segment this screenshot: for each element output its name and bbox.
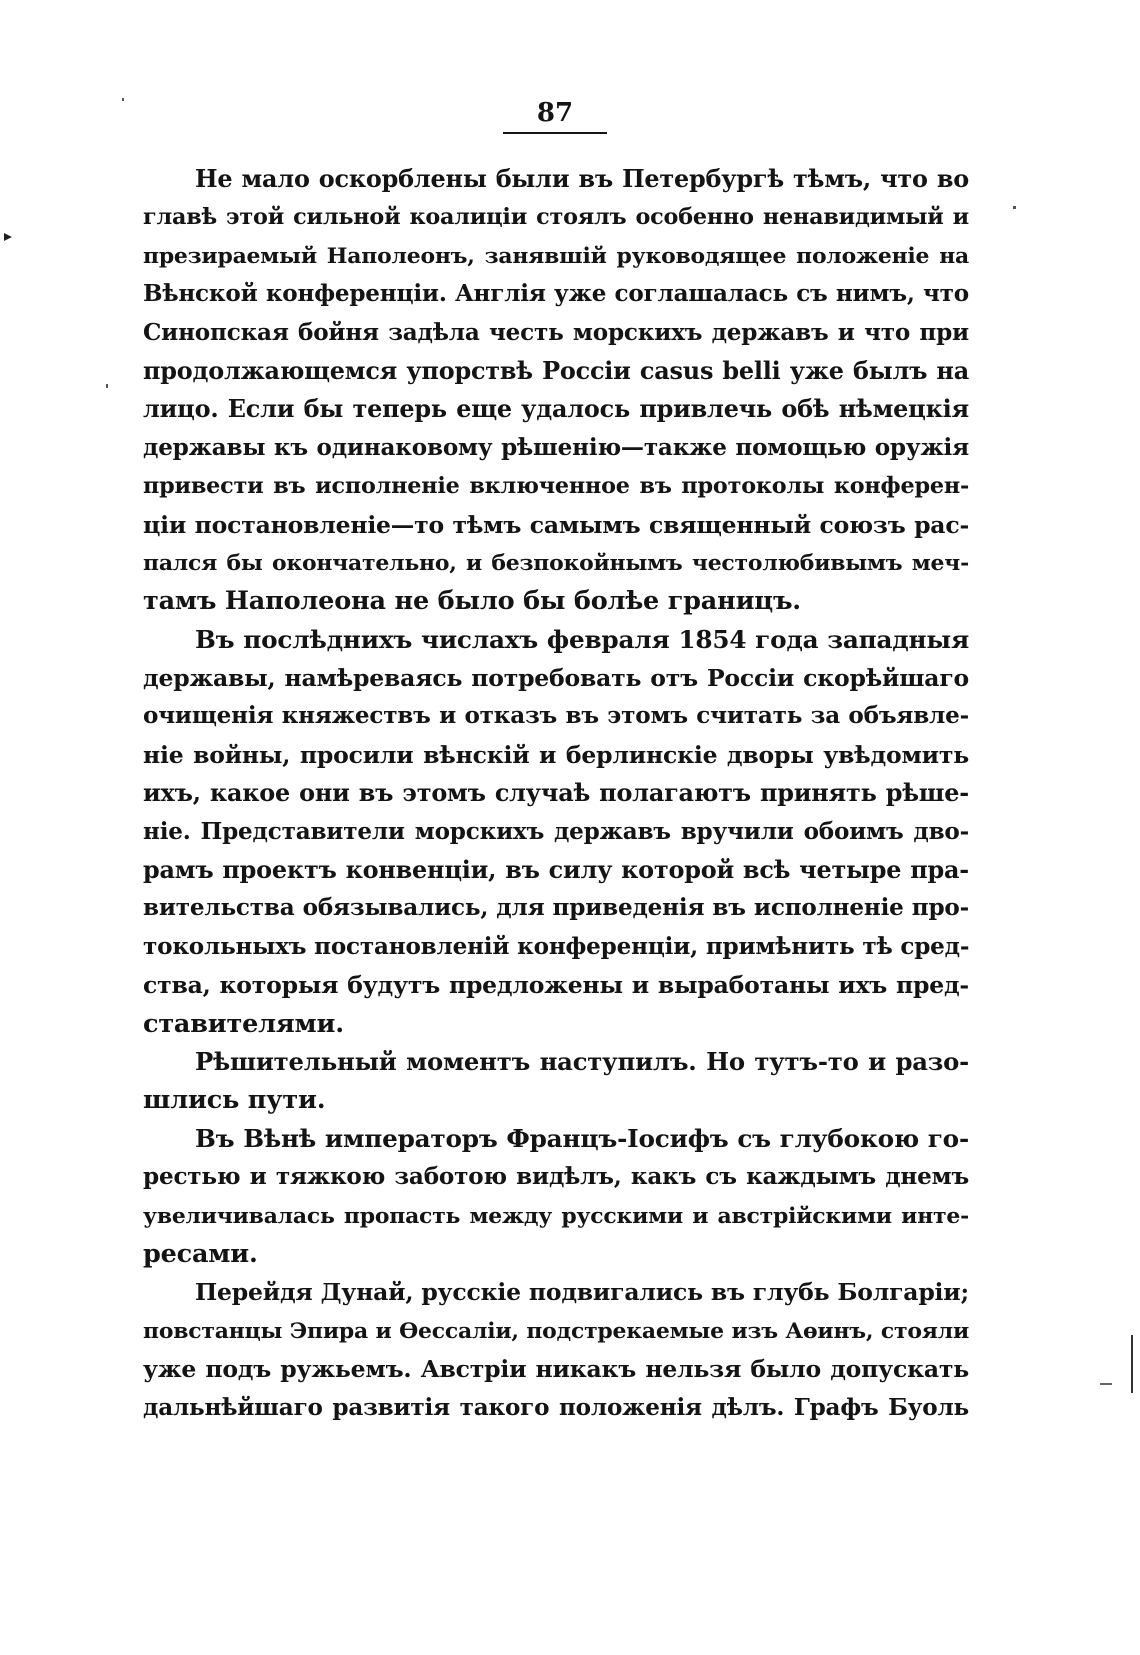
paragraph [143,1273,969,1427]
scan-edge-line [1131,1335,1133,1393]
text-line: державы къ одинаковому рѣшенію—также помощью оружія [143,433,969,461]
text-line: лицо. Если бы теперь еще удалось привлечь обѣ нѣмецкія [143,395,969,424]
text-line: повстанцы Эпира и Өессаліи, подстрекаемые изъ Аөинъ, стояли [143,1317,969,1344]
text-line: презираемый Наполеонъ, занявшій руководящее положеніе на [143,242,969,269]
text-line: рестью и тяжкою заботою видѣлъ, какъ съ каждымъ днемъ [143,1163,969,1191]
scan-speck [106,384,108,388]
text-line: ніе. Представители морскихъ державъ вручили обоимъ дво- [143,817,969,845]
text-line: ресами. [143,1238,258,1269]
text-line: увеличивалась пропасть между русскими и австрійскими инте- [143,1202,969,1229]
scan-speck [122,98,124,101]
paragraph [143,1120,969,1274]
text-line: очищенія княжествъ и отказъ въ этомъ считать за объявле- [143,702,969,730]
scan-speck [1013,206,1016,209]
text-line: пался бы окончательно, и безпокойнымъ честолюбивымъ меч- [143,549,969,576]
text-line: токольныхъ постановленій конференціи, примѣнить тѣ сред- [143,932,970,960]
scan-margin-arrow-mark [4,233,12,241]
text-line: ставителями. [143,1008,344,1039]
text-line: рамъ проектъ конвенціи, въ силу которой всѣ четыре пра- [143,856,969,885]
text-line: Синопская бойня задѣла честь морскихъ державъ и что при [143,318,969,346]
text-line: ства, которыя будутъ предложены и выработаны ихъ пред- [143,971,969,1000]
text-line: главѣ этой сильной коалиціи стоялъ особенно ненавидимый и [143,204,969,231]
text-line: вительства обязывались, для приведенія въ исполненіе про- [143,894,969,922]
text-line: уже подъ ружьемъ. Австріи никакъ нельзя было допускать [143,1355,969,1384]
text-line: Не мало оскорблены были въ Петербургѣ тѣмъ, что во [195,165,969,193]
text-line: привести въ исполненіе включенное въ протоколы конферен- [143,473,969,500]
page-number: 87 [536,98,574,128]
text-line: Вѣнской конференціи. Англія уже соглашалась съ нимъ, что [143,280,969,308]
text-line: ціи постановленіе—то тѣмъ самымъ священный союзъ рас- [143,510,969,539]
paragraph [143,160,969,621]
text-line: дальнѣйшаго развитія такого положенія дѣлъ. Графъ Буоль [143,1393,969,1421]
paragraph [143,621,969,1043]
text-line: державы, намѣреваясь потребовать отъ Россіи скорѣйшаго [143,664,969,693]
scan-edge-dash [1100,1383,1112,1385]
body-text [143,160,969,1427]
text-line: Перейдя Дунай, русскіе подвигались въ глубь Болгаріи; [195,1278,969,1307]
text-line: ніе войны, просили вѣнскій и берлинскіе дворы увѣдомить [143,740,969,769]
text-line: ихъ, какое они въ этомъ случаѣ полагаютъ принять рѣше- [143,779,969,808]
text-line: шлись пути. [143,1085,326,1116]
paragraph [143,1043,969,1120]
text-line: Рѣшительный моментъ наступилъ. Но тутъ-то и разо- [195,1046,969,1076]
page-number-underline [503,132,607,134]
text-line: тамъ Наполеона не было бы болѣе границъ. [143,586,801,617]
text-line: Въ Вѣнѣ императоръ Францъ-Іосифъ съ глубокою го- [195,1123,969,1153]
text-line: Въ послѣднихъ числахъ февраля 1854 года западныя [195,624,969,654]
text-line: продолжающемся упорствѣ Россіи casus belli уже былъ на [143,356,969,385]
